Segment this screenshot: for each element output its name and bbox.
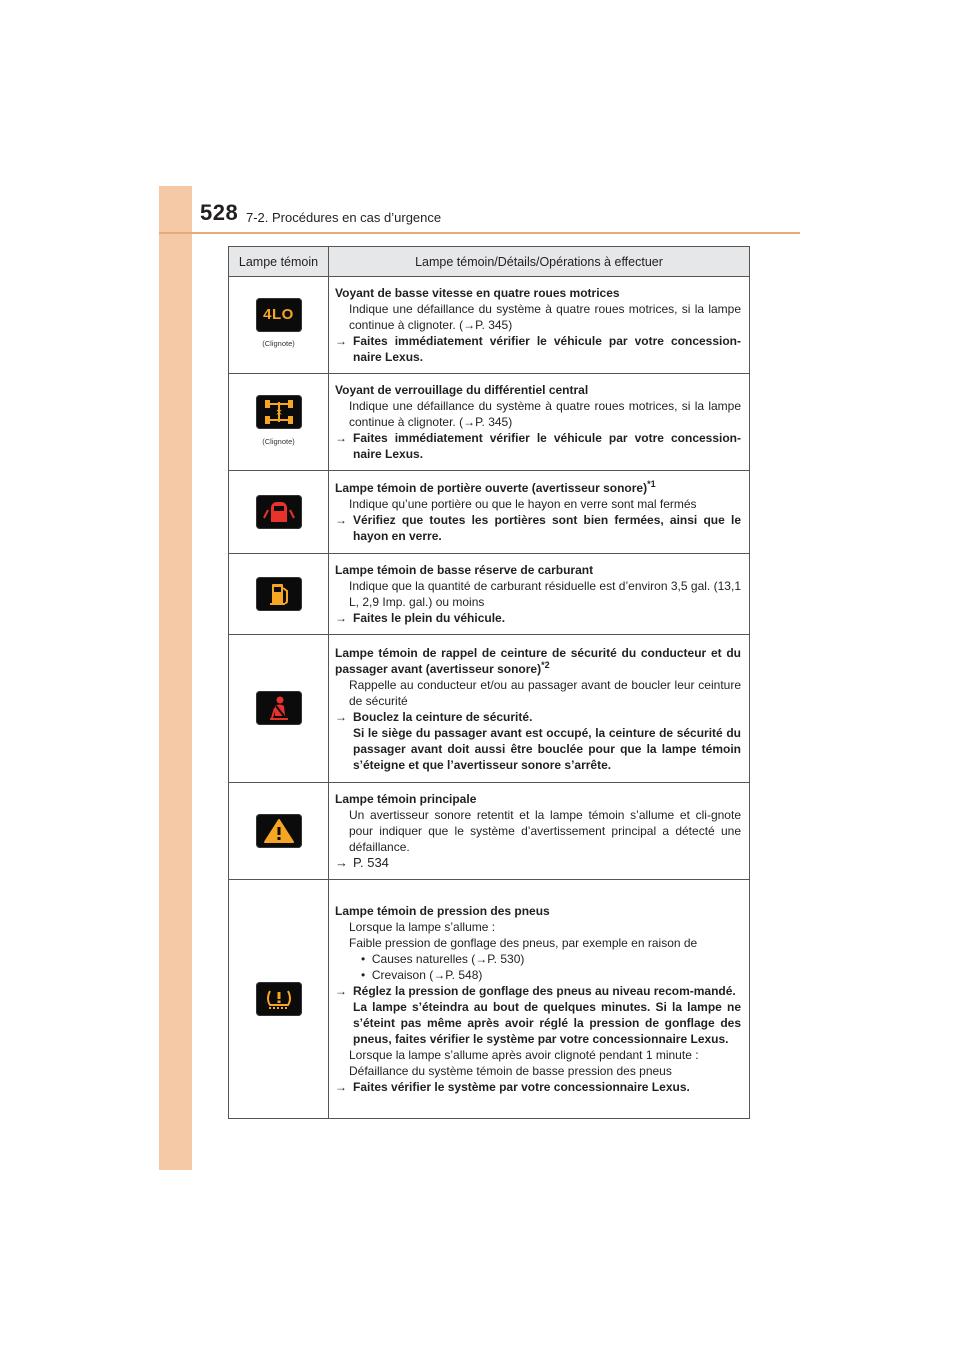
master-warning-icon [256, 814, 302, 848]
table-row [229, 277, 750, 374]
row-title: Lampe témoin de basse réserve de carburant [335, 563, 594, 577]
row-action: → P. 534 [335, 855, 389, 870]
description-cell [329, 471, 750, 554]
table-row [229, 880, 750, 1119]
icon-cell [229, 880, 329, 1119]
row-action: → Faites immédiatement vérifier le véhicule par votre concession-naire Lexus. [335, 431, 741, 461]
arrow-icon: → [335, 334, 347, 348]
center-differential-lock-icon [256, 395, 302, 429]
icon-cell [229, 635, 329, 783]
row-description: Faible pression de gonflage des pneus, par exemple en raison de [349, 936, 698, 950]
chapter-side-tab [159, 186, 192, 1170]
header-divider [159, 232, 800, 234]
low-fuel-icon [256, 577, 302, 611]
icon-caption: (Clignote) [262, 339, 295, 348]
icon-cell [229, 783, 329, 880]
arrow-icon: → [335, 1080, 347, 1094]
description-cell [329, 783, 750, 880]
row-description: Un avertisseur sonore retentit et la lampe témoin s’allume et cli-gnote pour indiquer que le système d’avertissement principal a détecté une défaillance. [349, 808, 741, 854]
table-header-row [229, 247, 750, 277]
row-title: Voyant de verrouillage du différentiel central [335, 383, 589, 397]
icon-cell [229, 554, 329, 635]
row-description: Lorsque la lampe s’allume : [349, 920, 496, 934]
arrow-icon: → [335, 431, 347, 445]
arrow-icon: → [335, 855, 348, 870]
row-description: Indique une défaillance du système à quatre roues motrices, si la lampe continue à clignoter. (→P. 345) [349, 302, 741, 332]
row-action: → Bouclez la ceinture de sécurité. [335, 709, 533, 724]
row-action: → Faites immédiatement vérifier le véhicule par votre concession-naire Lexus. [335, 334, 741, 364]
column-header-details: Lampe témoin/Détails/Opérations à effectuer [329, 247, 750, 277]
row-action: → Réglez la pression de gonflage des pneus au niveau recom-mandé. [335, 984, 736, 998]
row-action: → Faites le plein du véhicule. [335, 611, 506, 625]
icon-cell [229, 374, 329, 471]
bullet-icon: • [361, 952, 366, 966]
footnote-ref: *2 [541, 659, 550, 670]
row-description: Rappelle au conducteur et/ou au passager avant de boucler leur ceinture de sécurité [349, 677, 741, 708]
table-row [229, 374, 750, 471]
arrow-icon: → [335, 611, 347, 625]
arrow-icon: → [335, 709, 347, 724]
arrow-icon: → [335, 513, 347, 527]
icon-cell [229, 471, 329, 554]
page-number: 528 [200, 200, 239, 225]
row-title: Voyant de basse vitesse en quatre roues motrices [335, 286, 620, 300]
row-description: Défaillance du système témoin de basse pression des pneus [349, 1064, 672, 1078]
tire-pressure-icon [256, 982, 302, 1016]
row-title: Lampe témoin principale [335, 792, 477, 806]
table-row [229, 471, 750, 554]
row-description: Lorsque la lampe s’allume après avoir clignoté pendant 1 minute : [349, 1048, 699, 1062]
list-item: • Causes naturelles (→P. 530) [361, 952, 525, 966]
warning-lights-table [228, 246, 750, 1119]
row-action: → Faites vérifier le système par votre concessionnaire Lexus. [335, 1080, 690, 1094]
row-description: Indique que la quantité de carburant résiduelle est d’environ 3,5 gal. (13,1 L, 2,9 Imp. gal.) ou moins [349, 579, 741, 609]
4lo-indicator-icon [256, 298, 302, 332]
row-title: Lampe témoin de rappel de ceinture de sécurité du conducteur et du passager avant (avertisseur sonore)$^{*2}$ [335, 645, 741, 676]
arrow-icon: → [335, 984, 347, 998]
table-row [229, 635, 750, 783]
bullet-icon: • [361, 968, 366, 982]
table-row [229, 554, 750, 635]
column-header-icon: Lampe témoin [229, 247, 329, 277]
description-cell [329, 880, 750, 1119]
section-title: 7-2. Procédures en cas d’urgence [246, 210, 442, 225]
footnote-ref: *1 [647, 479, 656, 489]
seatbelt-reminder-icon [256, 691, 302, 725]
4lo-icon-text: 4LO [263, 306, 294, 323]
description-cell [329, 374, 750, 471]
row-title: Lampe témoin de portière ouverte (avertisseur sonore)$^{*1}$ [335, 479, 656, 495]
icon-caption: (Clignote) [262, 436, 295, 446]
row-description: Indique qu’une portière ou que le hayon en verre sont mal fermés [349, 497, 697, 511]
svg-text:×: × [274, 407, 283, 418]
table-row [229, 783, 750, 880]
icon-cell [229, 277, 329, 374]
description-cell [329, 554, 750, 635]
door-open-icon [256, 495, 302, 529]
description-cell [329, 635, 750, 783]
row-description: Indique une défaillance du système à quatre roues motrices, si la lampe continue à clignoter. (→P. 345) [349, 399, 741, 429]
list-item: • Crevaison (→P. 548) [361, 968, 483, 982]
row-action: → Vérifiez que toutes les portières sont bien fermées, ainsi que le hayon en verre. [335, 513, 741, 543]
row-action-detail: Si le siège du passager avant est occupé, la ceinture de sécurité du passager avant doit aussi être bouclée pour que la lampe témoin s’éteigne et que l’avertisseur sonore s’arrête. [353, 725, 741, 772]
row-action-detail: La lampe s’éteindra au bout de quelques minutes. Si la lampe ne s’éteint pas même après avoir réglé la pression de gonflage des pneus, faites vérifier le système par votre concessionnaire Lexus. [353, 1000, 741, 1046]
description-cell [329, 277, 750, 374]
row-title: Lampe témoin de pression des pneus [335, 904, 550, 918]
